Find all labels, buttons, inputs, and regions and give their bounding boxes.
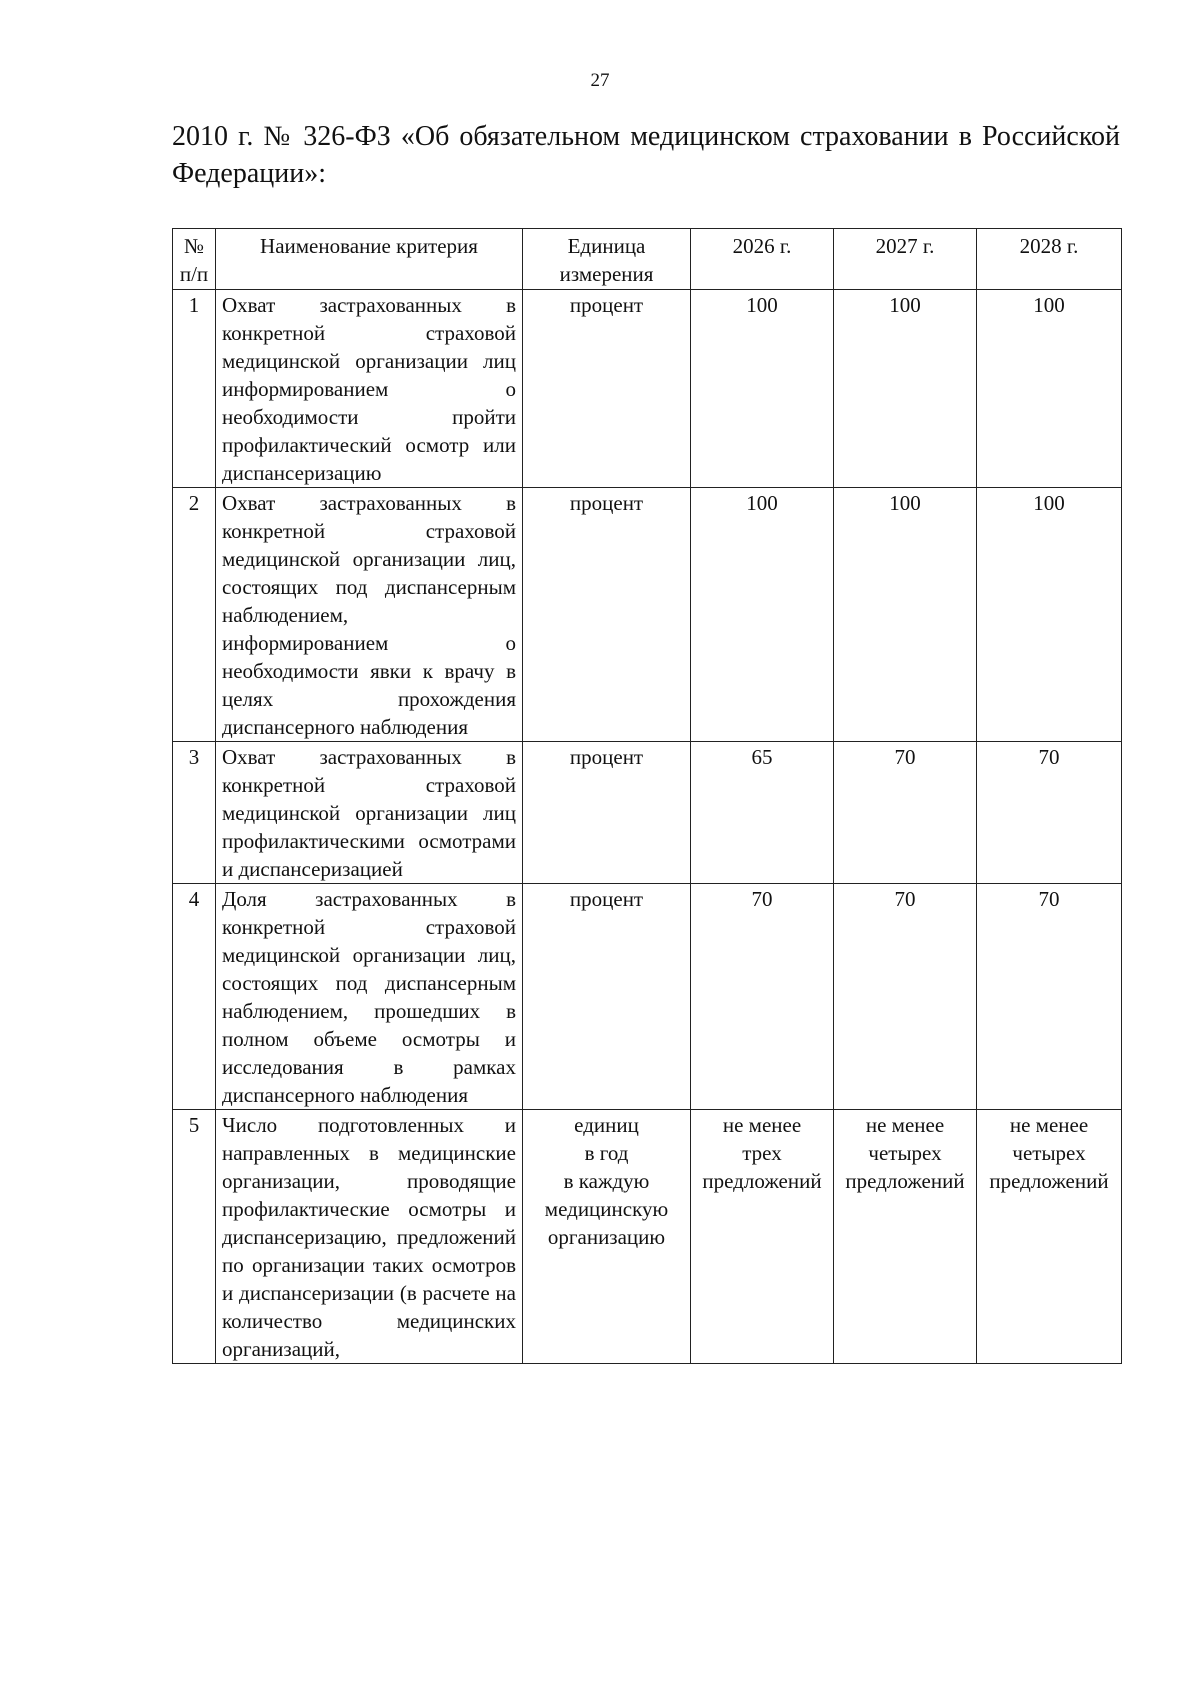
row-unit: процент <box>523 488 691 742</box>
row-unit: процент <box>523 884 691 1110</box>
row-unit: процент <box>523 742 691 884</box>
table-row <box>173 884 1122 1110</box>
header-2028: 2028 г. <box>977 229 1122 290</box>
table-row <box>173 742 1122 884</box>
row-value-2026: не менее трех предложений <box>691 1110 834 1364</box>
row-value-2027: 100 <box>834 488 977 742</box>
header-num: № п/п <box>173 229 216 290</box>
row-value-2026: 70 <box>691 884 834 1110</box>
header-unit: Единица измерения <box>523 229 691 290</box>
header-2027: 2027 г. <box>834 229 977 290</box>
row-criterion: Доля застрахованных в конкретной страховой медицинской организации лиц, состоящих под диспансерным наблюдением, прошедших в полном объеме осмотры и исследования в рамках диспансерного наблюдения <box>216 884 523 1110</box>
row-num: 1 <box>173 290 216 488</box>
header-2026: 2026 г. <box>691 229 834 290</box>
row-value-2028: 70 <box>977 884 1122 1110</box>
row-num: 5 <box>173 1110 216 1364</box>
row-criterion: Охват застрахованных в конкретной страховой медицинской организации лиц профилактическими осмотрами и диспансеризацией <box>216 742 523 884</box>
row-unit: единиц в год в каждую медицинскую организацию <box>523 1110 691 1364</box>
row-value-2027: не менее четырех предложений <box>834 1110 977 1364</box>
row-value-2027: 100 <box>834 290 977 488</box>
row-num: 3 <box>173 742 216 884</box>
page-number: 27 <box>590 70 610 91</box>
row-num: 4 <box>173 884 216 1110</box>
row-value-2028: 100 <box>977 290 1122 488</box>
table-row <box>173 290 1122 488</box>
row-criterion: Охват застрахованных в конкретной страховой медицинской организации лиц информированием о необходимости пройти профилактический осмотр или диспансеризацию <box>216 290 523 488</box>
row-value-2028: 70 <box>977 742 1122 884</box>
row-value-2028: не менее четырех предложений <box>977 1110 1122 1364</box>
row-value-2026: 100 <box>691 488 834 742</box>
row-value-2026: 100 <box>691 290 834 488</box>
row-value-2028: 100 <box>977 488 1122 742</box>
row-value-2026: 65 <box>691 742 834 884</box>
row-value-2027: 70 <box>834 884 977 1110</box>
criteria-table <box>172 228 1122 1364</box>
table-row <box>173 1110 1122 1364</box>
table-header-row <box>173 229 1122 290</box>
row-num: 2 <box>173 488 216 742</box>
table-row <box>173 488 1122 742</box>
row-criterion: Число подготовленных и направленных в медицинские организации, проводящие профилактические осмотры и диспансеризацию, предложений по организации таких осмотров и диспансеризации (в расчете на количество медицинских организаций, <box>216 1110 523 1364</box>
row-unit: процент <box>523 290 691 488</box>
row-value-2027: 70 <box>834 742 977 884</box>
header-name: Наименование критерия <box>216 229 523 290</box>
row-criterion: Охват застрахованных в конкретной страховой медицинской организации лиц, состоящих под диспансерным наблюдением, информированием о необходимости явки к врачу в целях прохождения диспансерного наблюдения <box>216 488 523 742</box>
intro-paragraph: 2010 г. № 326-ФЗ «Об обязательном медицинском страховании в Российской Федерации»: <box>172 121 1120 189</box>
